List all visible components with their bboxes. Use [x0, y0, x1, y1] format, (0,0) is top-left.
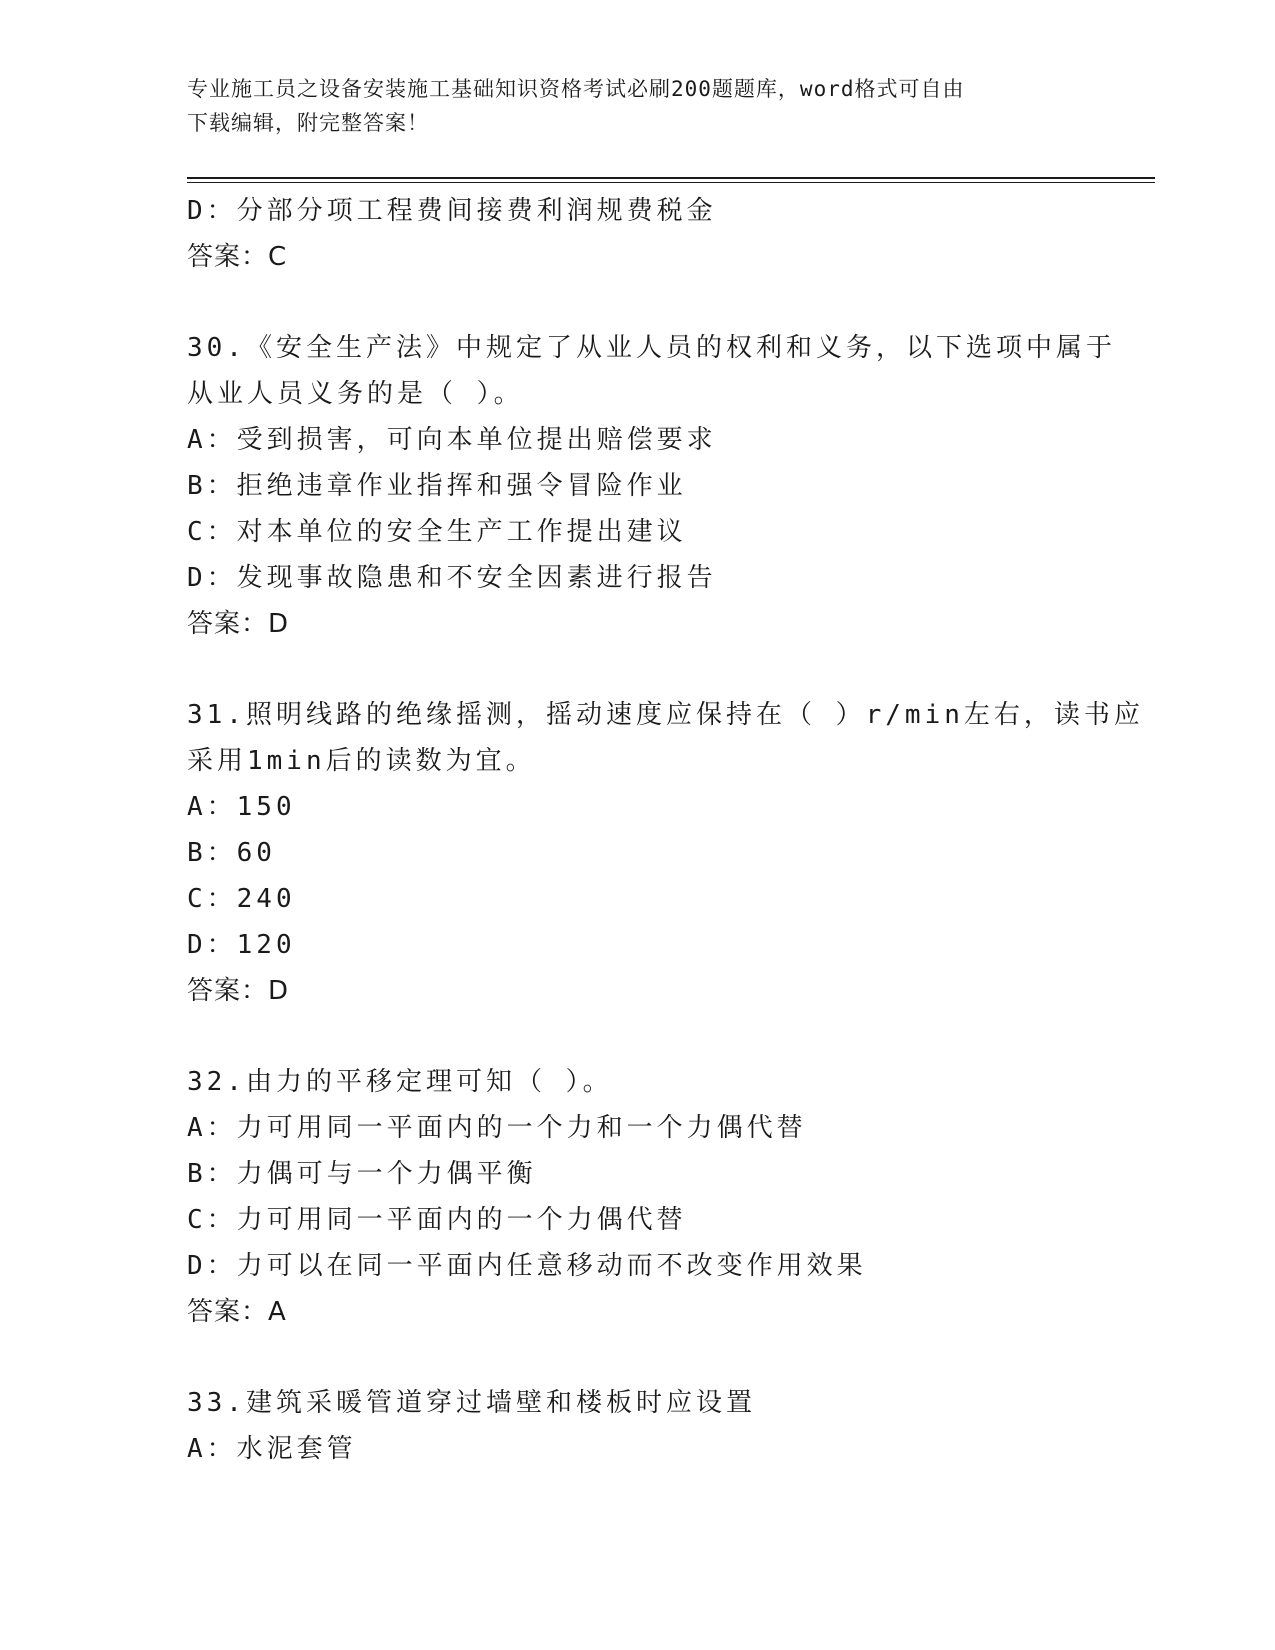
- block-spacer: [187, 1014, 1087, 1059]
- answer-line: 答案：A: [187, 1297, 287, 1327]
- question-block: [187, 692, 1144, 1014]
- answer-line: 答案：C: [187, 242, 288, 272]
- option-line: A：受到损害，可向本单位提出赔偿要求: [187, 425, 717, 455]
- option-line: C：力可用同一平面内的一个力偶代替: [187, 1205, 687, 1235]
- question-list: [187, 188, 1144, 1472]
- block-spacer: [187, 647, 1087, 692]
- header-divider-thin: [187, 182, 1155, 183]
- option-line: A：150: [187, 792, 296, 822]
- question-stem-line: 采用1min后的读数为宜。: [187, 746, 536, 776]
- option-line: D：发现事故隐患和不安全因素进行报告: [187, 563, 717, 593]
- header-title-line-1: 专业施工员之设备安装施工基础知识资格考试必刷200题题库，word格式可自由: [187, 77, 965, 101]
- option-line: A：水泥套管: [187, 1434, 357, 1464]
- document-header: [187, 72, 1087, 140]
- question-block: [187, 1380, 1087, 1472]
- option-line: D：分部分项工程费间接费利润规费税金: [187, 196, 717, 226]
- header-title-line-2: 下载编辑，附完整答案！: [187, 111, 429, 135]
- question-block: [187, 1059, 1087, 1335]
- option-line: B：60: [187, 838, 276, 868]
- answer-line: 答案：D: [187, 976, 290, 1006]
- question-stem-line: 从业人员义务的是（ ）。: [187, 379, 524, 409]
- option-line: B：力偶可与一个力偶平衡: [187, 1159, 537, 1189]
- option-line: D：力可以在同一平面内任意移动而不改变作用效果: [187, 1251, 867, 1281]
- header-divider-thick: [187, 177, 1155, 179]
- question-block: [187, 325, 1116, 647]
- question-stem-line: 30.《安全生产法》中规定了从业人员的权利和义务，以下选项中属于: [187, 333, 1116, 363]
- answer-line: 答案：D: [187, 609, 290, 639]
- block-spacer: [187, 280, 1087, 325]
- option-line: B：拒绝违章作业指挥和强令冒险作业: [187, 471, 687, 501]
- option-line: A：力可用同一平面内的一个力和一个力偶代替: [187, 1113, 807, 1143]
- block-spacer: [187, 1335, 1087, 1380]
- question-stem-line: 32.由力的平移定理可知（ ）。: [187, 1067, 613, 1097]
- option-line: C：对本单位的安全生产工作提出建议: [187, 517, 687, 547]
- question-stem-line: 31.照明线路的绝缘摇测，摇动速度应保持在（ ）r/min左右，读书应: [187, 700, 1144, 730]
- question-stem-line: 33.建筑采暖管道穿过墙壁和楼板时应设置: [187, 1388, 756, 1418]
- option-line: D：120: [187, 930, 296, 960]
- question-block: [187, 188, 1087, 280]
- option-line: C：240: [187, 884, 296, 914]
